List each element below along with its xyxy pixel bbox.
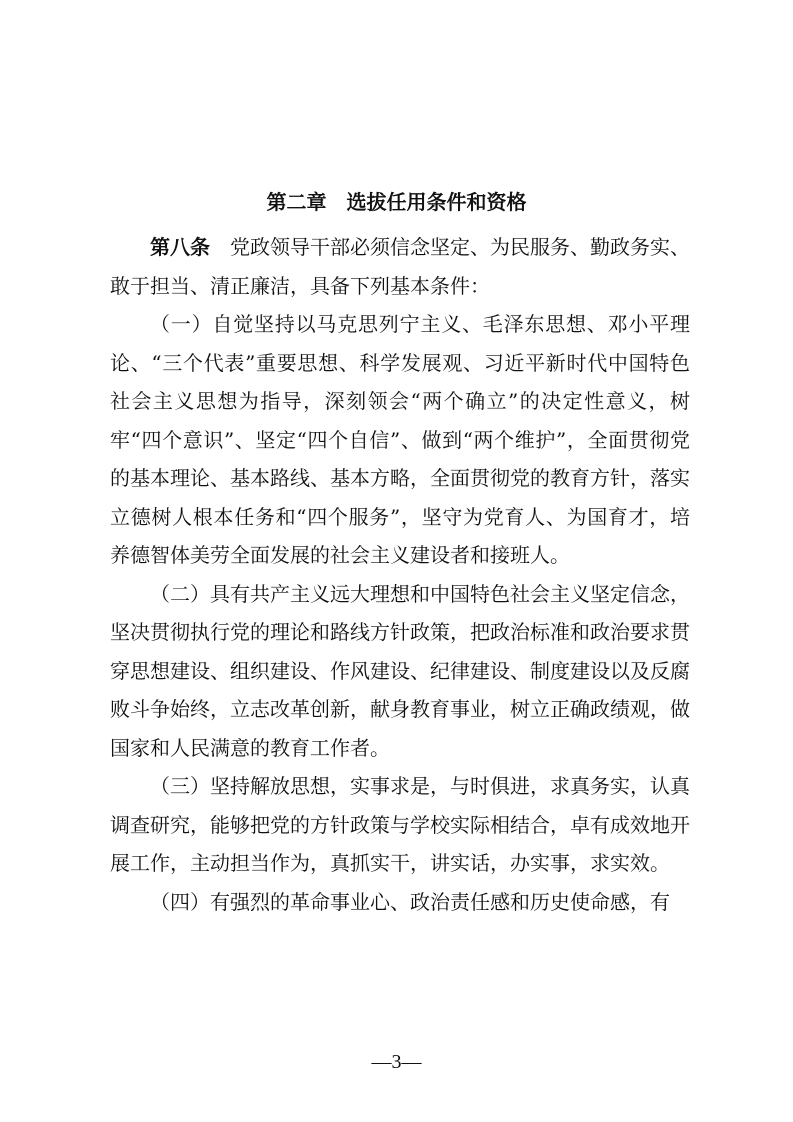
clause-paragraph-3: （三）坚持解放思想，实事求是，与时俱进，求真务实，认真调查研究，能够把党的方针政策与学校实际相结合，卓有成效地开展工作，主动担当作为，真抓实干，讲实话，办实事，求实效。: [110, 774, 690, 875]
clause-paragraph-1: （一）自觉坚持以马克思列宁主义、毛泽东思想、邓小平理论、“三个代表”重要思想、科学发展观、习近平新时代中国特色社会主义思想为指导，深刻领会“两个确立”的决定性意义，树牢“四个意识”、坚定“四个自信”、做到“两个维护”，全面贯彻党的基本理论、基本路线、基本方略，全面贯彻党的教育方针，落实立德树人根本任务和“四个服务”，坚守为党育人、为国育才，培养德智体美劳全面发展的社会主义建设者和接班人。: [110, 312, 690, 567]
article-label: 第八条: [150, 235, 210, 259]
clause-paragraph-4: （四）有强烈的革命事业心、政治责任感和历史使命感，有: [150, 889, 670, 914]
clause-paragraph-2: （二）具有共产主义远大理想和中国特色社会主义坚定信念，坚决贯彻执行党的理论和路线方针政策，把政治标准和政治要求贯穿思想建设、组织建设、作风建设、纪律建设、制度建设以及反腐败斗争始终，立志改革创新，献身教育事业，树立正确政绩观，做国家和人民满意的教育工作者。: [110, 581, 690, 760]
article-text: 党政领导干部必须信念坚定、为民服务、勤政务实、敢于担当、清正廉洁，具备下列基本条件：: [110, 235, 690, 298]
document-body: [110, 228, 690, 921]
article-paragraph: [110, 228, 690, 305]
chapter-title: 第二章 选拔任用条件和资格: [266, 190, 527, 214]
page-number: —3—: [371, 1051, 422, 1073]
